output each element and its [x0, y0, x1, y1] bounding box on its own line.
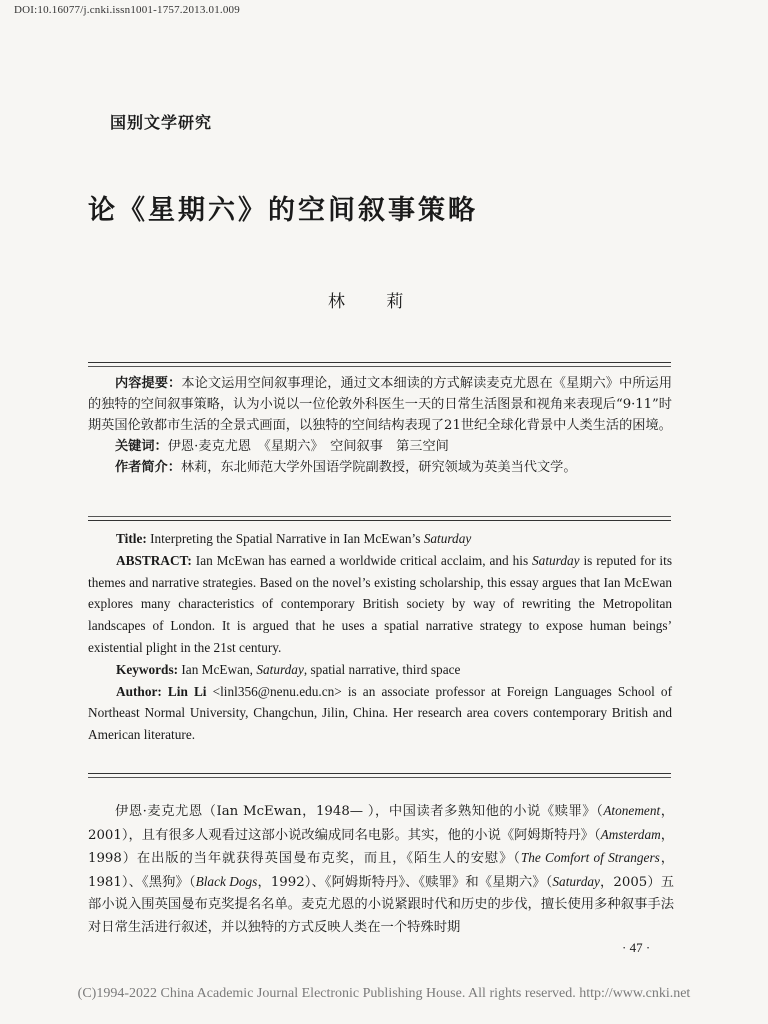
cn-abstract-label: 内容提要： — [115, 376, 182, 391]
en-abstract-text2: is reputed for its themes and narrative strategies. Based on the novel’s existing scholarship, this essay argues that Ian McEwan explores many characteristics of contemporary British society by way of rewriting the Metropolitan landscapes of London. It is argued that he uses a spatial narrative strategy to expose human beings’ existential plight in the 21st century. — [88, 552, 672, 655]
en-title-label: Title: — [116, 531, 147, 546]
cn-keywords-text: 伊恩·麦克尤恩 《星期六》 空间叙事 第三空间 — [167, 439, 449, 454]
body-italic-3: The Comfort of Strangers — [520, 850, 660, 866]
en-abstract-label: ABSTRACT: — [116, 552, 192, 568]
bottom-rule — [88, 773, 671, 774]
cn-author-intro — [88, 457, 672, 478]
en-keywords-text2: , spatial narrative, third space — [303, 661, 461, 677]
body-italic-4: Black Dogs — [195, 873, 258, 889]
en-author — [88, 681, 672, 746]
author-name: 林 莉 — [328, 292, 422, 312]
en-author-text: <linl356@nenu.edu.cn> is an associate professor at Foreign Languages School of Northeast Normal University, Changchun, Jilin, China. Her research area covers contemporary British and American literature. — [88, 683, 673, 743]
mid-rule-outer — [88, 516, 671, 517]
cn-abstract — [88, 373, 672, 436]
en-title-italic: Saturday — [423, 531, 472, 546]
cn-abstract-text: 本论文运用空间叙事理论，通过文本细读的方式解读麦克尤恩在《星期六》中所运用的独特的空间叙事策略，认为小说以一位伦敦外科医生一天的日常生活图景和视角来表现后“9·11”时期英国伦敦都市生活的全景式画面，以独特的空间结构表现了21世纪全球化背景中人类生活的困境。 — [88, 376, 673, 433]
article-title: 论《星期六》的空间叙事策略 — [88, 195, 478, 226]
body-text-1: 伊恩·麦克尤恩（Ian McEwan，1948— ），中国读者多熟知他的小说《赎罪》（ — [115, 804, 604, 819]
doi-line: DOI:10.16077/j.cnki.issn1001-1757.2013.01.009 — [14, 4, 240, 16]
cn-author-intro-label: 作者简介： — [115, 460, 181, 475]
en-abstract-italic: Saturday — [532, 552, 580, 568]
en-author-name: Lin Li — [161, 683, 207, 699]
en-title-text: Interpreting the Spatial Narrative in Ian McEwan’s — [146, 531, 424, 546]
copyright-footer: (C)1994-2022 China Academic Journal Electronic Publishing House. All rights reserved. http://www.cnki.net — [77, 986, 691, 1001]
top-rule-inner — [88, 366, 671, 367]
en-abstract — [88, 550, 672, 659]
cn-author-intro-text: 林莉，东北师范大学外国语学院副教授，研究领域为英美当代文学。 — [180, 460, 577, 475]
body-italic-5: Saturday — [552, 873, 600, 889]
cn-keywords-label: 关键词： — [115, 439, 168, 454]
bottom-rule-inner — [88, 777, 671, 778]
en-author-label: Author: — [116, 683, 162, 699]
en-abstract-text1: Ian McEwan has earned a worldwide critical acclaim, and his — [191, 552, 533, 568]
en-keywords-label: Keywords: — [116, 661, 179, 677]
body-text-2: ，2001），且有很多人观看过这部小说改编成同名电影。其实，他的小说《阿姆斯特丹》（ — [88, 804, 675, 843]
en-title — [88, 528, 672, 550]
chinese-abstract-block — [88, 373, 672, 478]
cn-keywords — [88, 436, 672, 457]
en-keywords-text1: Ian McEwan, — [178, 661, 257, 677]
body-text-5: ，1992）、《阿姆斯特丹》、《赎罪》和《星期六》（ — [257, 874, 553, 890]
section-label: 国别文学研究 — [110, 113, 213, 132]
mid-rule — [88, 520, 671, 521]
body-italic-2: Amsterdam — [600, 826, 661, 842]
en-keywords — [88, 659, 672, 681]
body-text-3: ，1998）在出版的当年就获得英国曼布克奖，而且，《陌生人的安慰》（ — [88, 827, 675, 867]
body-text-6: ，2005）五部小说入围英国曼布克奖提名名单。麦克尤恩的小说紧跟时代和历史的步伐，擅长使用多种叙事手法对日常生活进行叙述，并以独特的方式反映人类在一个特殊时期 — [88, 874, 674, 935]
body-paragraph — [88, 800, 674, 940]
page-number: · 47 · — [622, 940, 651, 955]
body-text-4: ，1981）、《黑狗》（ — [88, 851, 674, 890]
body-italic-1: Atonement — [603, 803, 661, 818]
english-abstract-block — [88, 528, 672, 746]
top-rule — [88, 362, 671, 363]
en-keywords-italic: Saturday — [256, 661, 304, 677]
